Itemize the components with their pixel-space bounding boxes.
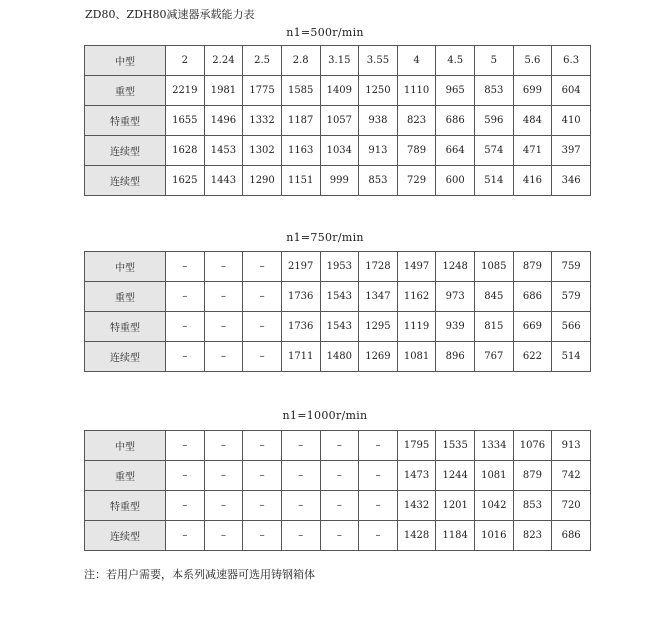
table-cell: 1302 bbox=[243, 136, 282, 166]
table-cell: 1110 bbox=[397, 76, 436, 106]
table-cell: 2.24 bbox=[204, 46, 243, 76]
table-cell: – bbox=[166, 521, 205, 551]
table-cell: 3.15 bbox=[320, 46, 359, 76]
table-cell: 1162 bbox=[397, 282, 436, 312]
table-cell: 1409 bbox=[320, 76, 359, 106]
table-cell: 686 bbox=[436, 106, 475, 136]
table-cell: 6.3 bbox=[552, 46, 591, 76]
table-cell: – bbox=[320, 491, 359, 521]
table-cell: – bbox=[243, 431, 282, 461]
row-label: 特重型 bbox=[85, 312, 166, 342]
table-cell: 720 bbox=[552, 491, 591, 521]
table-cell: 1201 bbox=[436, 491, 475, 521]
table-cell: 1736 bbox=[281, 282, 320, 312]
table-cell: 1480 bbox=[320, 342, 359, 372]
table-cell: 1428 bbox=[397, 521, 436, 551]
row-label: 中型 bbox=[85, 252, 166, 282]
table-cell: 1953 bbox=[320, 252, 359, 282]
table-row bbox=[85, 106, 591, 136]
table-cell: – bbox=[359, 431, 398, 461]
table-cell: 1163 bbox=[281, 136, 320, 166]
table-cell: 1535 bbox=[436, 431, 475, 461]
table-cell: 669 bbox=[513, 312, 552, 342]
table-cell: – bbox=[204, 312, 243, 342]
table-cell: 596 bbox=[475, 106, 514, 136]
table-cell: 1711 bbox=[281, 342, 320, 372]
table-cell: 5.6 bbox=[513, 46, 552, 76]
table-cell: 853 bbox=[513, 491, 552, 521]
table-cell: 1042 bbox=[475, 491, 514, 521]
table-cell: 1081 bbox=[475, 461, 514, 491]
table-cell: – bbox=[281, 431, 320, 461]
table-cell: 1497 bbox=[397, 252, 436, 282]
table-cell: – bbox=[166, 252, 205, 282]
table-cell: – bbox=[243, 491, 282, 521]
table-cell: 1244 bbox=[436, 461, 475, 491]
table-cell: 913 bbox=[552, 431, 591, 461]
table-cell: 2.5 bbox=[243, 46, 282, 76]
table-cell: 471 bbox=[513, 136, 552, 166]
table-row bbox=[85, 282, 591, 312]
table-cell: – bbox=[166, 342, 205, 372]
table-cell: 2 bbox=[166, 46, 205, 76]
row-label: 中型 bbox=[85, 46, 166, 76]
row-label: 连续型 bbox=[85, 521, 166, 551]
table-cell: 1290 bbox=[243, 166, 282, 196]
table-cell: 1728 bbox=[359, 252, 398, 282]
table-cell: – bbox=[204, 521, 243, 551]
table-cell: 686 bbox=[513, 282, 552, 312]
table-row bbox=[85, 342, 591, 372]
table-cell: 939 bbox=[436, 312, 475, 342]
table-caption-500: n1=500r/min bbox=[286, 26, 364, 39]
table-cell: – bbox=[320, 461, 359, 491]
table-cell: – bbox=[166, 312, 205, 342]
table-row bbox=[85, 166, 591, 196]
table-row bbox=[85, 76, 591, 106]
table-cell: 1543 bbox=[320, 312, 359, 342]
table-cell: 729 bbox=[397, 166, 436, 196]
table-cell: 879 bbox=[513, 461, 552, 491]
table-cell: 789 bbox=[397, 136, 436, 166]
table-row bbox=[85, 491, 591, 521]
table-cell: 1453 bbox=[204, 136, 243, 166]
table-cell: – bbox=[359, 521, 398, 551]
row-label: 特重型 bbox=[85, 106, 166, 136]
table-cell: 938 bbox=[359, 106, 398, 136]
table-cell: 2197 bbox=[281, 252, 320, 282]
table-cell: – bbox=[281, 521, 320, 551]
table-cell: 604 bbox=[552, 76, 591, 106]
table-cell: 1269 bbox=[359, 342, 398, 372]
table-cell: – bbox=[320, 521, 359, 551]
table-cell: 566 bbox=[552, 312, 591, 342]
table-cell: – bbox=[320, 431, 359, 461]
table-cell: 999 bbox=[320, 166, 359, 196]
table-cell: 397 bbox=[552, 136, 591, 166]
table-cell: 1016 bbox=[475, 521, 514, 551]
capacity-table-750 bbox=[84, 251, 591, 372]
table-cell: 853 bbox=[359, 166, 398, 196]
table-cell: – bbox=[243, 342, 282, 372]
table-cell: 1119 bbox=[397, 312, 436, 342]
table-cell: 1187 bbox=[281, 106, 320, 136]
table-cell: – bbox=[243, 312, 282, 342]
table-cell: – bbox=[166, 431, 205, 461]
table-cell: – bbox=[243, 282, 282, 312]
table-cell: 346 bbox=[552, 166, 591, 196]
table-cell: – bbox=[243, 461, 282, 491]
table-cell: 4.5 bbox=[436, 46, 475, 76]
table-cell: – bbox=[281, 461, 320, 491]
table-cell: – bbox=[204, 282, 243, 312]
row-label: 连续型 bbox=[85, 342, 166, 372]
table-cell: 1625 bbox=[166, 166, 205, 196]
table-cell: 1795 bbox=[397, 431, 436, 461]
table-cell: 965 bbox=[436, 76, 475, 106]
table-cell: – bbox=[204, 252, 243, 282]
table-row bbox=[85, 461, 591, 491]
table-cell: 1332 bbox=[243, 106, 282, 136]
table-cell: 686 bbox=[552, 521, 591, 551]
row-label: 重型 bbox=[85, 461, 166, 491]
table-cell: 845 bbox=[475, 282, 514, 312]
table-cell: 2.8 bbox=[281, 46, 320, 76]
table-cell: 1775 bbox=[243, 76, 282, 106]
table-cell: 767 bbox=[475, 342, 514, 372]
table-cell: – bbox=[359, 491, 398, 521]
table-cell: – bbox=[204, 491, 243, 521]
capacity-table-500 bbox=[84, 45, 591, 196]
table-cell: 5 bbox=[475, 46, 514, 76]
table-cell: 896 bbox=[436, 342, 475, 372]
table-cell: – bbox=[243, 521, 282, 551]
table-cell: – bbox=[243, 252, 282, 282]
table-cell: 1085 bbox=[475, 252, 514, 282]
table-row bbox=[85, 136, 591, 166]
table-cell: 853 bbox=[475, 76, 514, 106]
table-cell: 1736 bbox=[281, 312, 320, 342]
row-label: 特重型 bbox=[85, 491, 166, 521]
table-cell: 416 bbox=[513, 166, 552, 196]
table-caption-750: n1=750r/min bbox=[286, 231, 364, 244]
table-cell: 1081 bbox=[397, 342, 436, 372]
table-cell: 1057 bbox=[320, 106, 359, 136]
table-caption-1000: n1=1000r/min bbox=[282, 409, 368, 422]
table-cell: 1655 bbox=[166, 106, 205, 136]
table-cell: – bbox=[166, 461, 205, 491]
table-cell: 622 bbox=[513, 342, 552, 372]
table-cell: 1347 bbox=[359, 282, 398, 312]
table-cell: – bbox=[166, 491, 205, 521]
table-cell: 1585 bbox=[281, 76, 320, 106]
table-cell: 1543 bbox=[320, 282, 359, 312]
table-cell: 742 bbox=[552, 461, 591, 491]
table-cell: 699 bbox=[513, 76, 552, 106]
table-cell: 4 bbox=[397, 46, 436, 76]
table-cell: – bbox=[204, 461, 243, 491]
table-cell: 579 bbox=[552, 282, 591, 312]
table-cell: 913 bbox=[359, 136, 398, 166]
table-cell: – bbox=[204, 431, 243, 461]
table-cell: 1981 bbox=[204, 76, 243, 106]
table-row bbox=[85, 312, 591, 342]
table-cell: 973 bbox=[436, 282, 475, 312]
table-cell: – bbox=[166, 282, 205, 312]
footnote: 注：若用户需要，本系列减速器可选用铸钢箱体 bbox=[84, 568, 315, 581]
table-cell: 410 bbox=[552, 106, 591, 136]
table-cell: 815 bbox=[475, 312, 514, 342]
table-cell: – bbox=[204, 342, 243, 372]
row-label: 重型 bbox=[85, 76, 166, 106]
capacity-table-1000 bbox=[84, 430, 591, 551]
row-label: 连续型 bbox=[85, 136, 166, 166]
table-cell: 2219 bbox=[166, 76, 205, 106]
table-cell: 600 bbox=[436, 166, 475, 196]
table-cell: 1432 bbox=[397, 491, 436, 521]
table-cell: – bbox=[281, 491, 320, 521]
table-cell: 823 bbox=[397, 106, 436, 136]
table-cell: 3.55 bbox=[359, 46, 398, 76]
table-cell: 664 bbox=[436, 136, 475, 166]
table-cell: 879 bbox=[513, 252, 552, 282]
table-cell: 1443 bbox=[204, 166, 243, 196]
table-cell: 484 bbox=[513, 106, 552, 136]
table-cell: 1496 bbox=[204, 106, 243, 136]
table-cell: 574 bbox=[475, 136, 514, 166]
table-cell: 1184 bbox=[436, 521, 475, 551]
table-cell: 514 bbox=[552, 342, 591, 372]
table-cell: 1473 bbox=[397, 461, 436, 491]
table-cell: 1250 bbox=[359, 76, 398, 106]
table-cell: 1151 bbox=[281, 166, 320, 196]
table-row bbox=[85, 46, 591, 76]
table-cell: – bbox=[359, 461, 398, 491]
table-cell: 1295 bbox=[359, 312, 398, 342]
row-label: 重型 bbox=[85, 282, 166, 312]
table-cell: 823 bbox=[513, 521, 552, 551]
table-row bbox=[85, 431, 591, 461]
table-cell: 1248 bbox=[436, 252, 475, 282]
table-row bbox=[85, 521, 591, 551]
table-cell: 1034 bbox=[320, 136, 359, 166]
table-row bbox=[85, 252, 591, 282]
row-label: 中型 bbox=[85, 431, 166, 461]
row-label: 连续型 bbox=[85, 166, 166, 196]
table-cell: 759 bbox=[552, 252, 591, 282]
document-title: ZD80、ZDH80减速器承载能力表 bbox=[85, 8, 255, 21]
table-cell: 514 bbox=[475, 166, 514, 196]
table-cell: 1076 bbox=[513, 431, 552, 461]
table-cell: 1334 bbox=[475, 431, 514, 461]
table-cell: 1628 bbox=[166, 136, 205, 166]
